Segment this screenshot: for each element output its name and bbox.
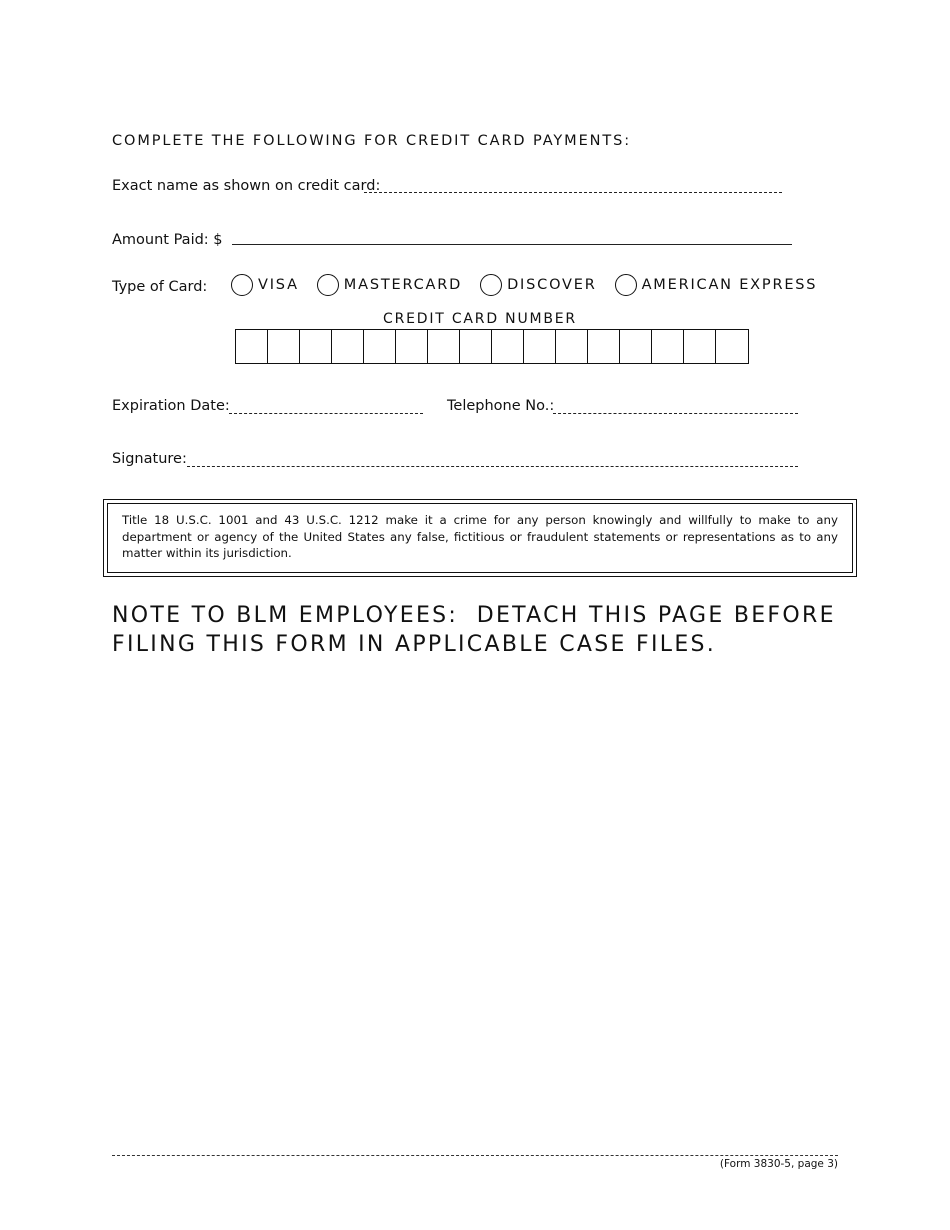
card-type-option-label: AMERICAN EXPRESS [641,277,818,293]
signature-field[interactable] [187,466,798,467]
signature-label: Signature: [112,451,187,467]
radio-circle-icon[interactable] [480,274,502,296]
expiration-date-label: Expiration Date: [112,398,230,414]
card-number-digit-box[interactable] [652,330,684,363]
card-number-digit-box[interactable] [492,330,524,363]
footer-page-label: (Form 3830-5, page 3) [719,1158,838,1170]
cardholder-name-label: Exact name as shown on credit card: [112,178,381,194]
card-type-option-visa[interactable] [231,274,299,296]
radio-circle-icon[interactable] [317,274,339,296]
card-number-digit-box[interactable] [620,330,652,363]
card-type-option-american-express[interactable] [615,274,818,296]
card-number-digit-box[interactable] [588,330,620,363]
card-number-digit-box[interactable] [716,330,748,363]
card-number-digit-box[interactable] [364,330,396,363]
legal-warning-text: Title 18 U.S.C. 1001 and 43 U.S.C. 1212 make it a crime for any person knowingly and willfully to make to any department or agency of the United States any false, fictitious or fraudulent statements or representations as to any matter within its jurisdiction. [107,503,853,573]
legal-warning-box [103,499,857,577]
amount-paid-label: Amount Paid: $ [112,232,223,248]
card-type-option-label: MASTERCARD [343,277,463,293]
card-type-option-label: VISA [258,277,299,293]
card-type-option-label: DISCOVER [507,277,597,293]
card-number-digit-box[interactable] [684,330,716,363]
radio-circle-icon[interactable] [615,274,637,296]
blm-employee-note [112,601,852,659]
form-heading: COMPLETE THE FOLLOWING FOR CREDIT CARD PAYMENTS: [112,133,632,149]
card-number-label: CREDIT CARD NUMBER [383,311,577,327]
cardholder-name-field[interactable] [364,192,782,193]
card-type-option-mastercard[interactable] [317,274,462,296]
amount-paid-field[interactable] [232,244,792,245]
card-type-label: Type of Card: [112,279,208,295]
radio-circle-icon[interactable] [231,274,253,296]
card-number-digit-box[interactable] [556,330,588,363]
note-line-1: NOTE TO BLM EMPLOYEES: DETACH THIS PAGE BEFORE [112,603,836,628]
card-number-digit-box[interactable] [300,330,332,363]
expiration-date-field[interactable] [229,413,423,414]
card-type-option-discover[interactable] [480,274,596,296]
telephone-label: Telephone No.: [447,398,555,414]
card-number-digit-box[interactable] [268,330,300,363]
card-number-digit-box[interactable] [524,330,556,363]
card-number-digit-box[interactable] [332,330,364,363]
card-number-digit-box[interactable] [236,330,268,363]
footer-divider [112,1155,838,1156]
card-type-radio-group [231,274,817,296]
card-number-digit-box[interactable] [396,330,428,363]
card-number-digit-box[interactable] [460,330,492,363]
telephone-field[interactable] [553,413,798,414]
card-number-digit-box[interactable] [428,330,460,363]
note-line-2: FILING THIS FORM IN APPLICABLE CASE FILES. [112,632,717,657]
card-number-grid [235,329,749,364]
